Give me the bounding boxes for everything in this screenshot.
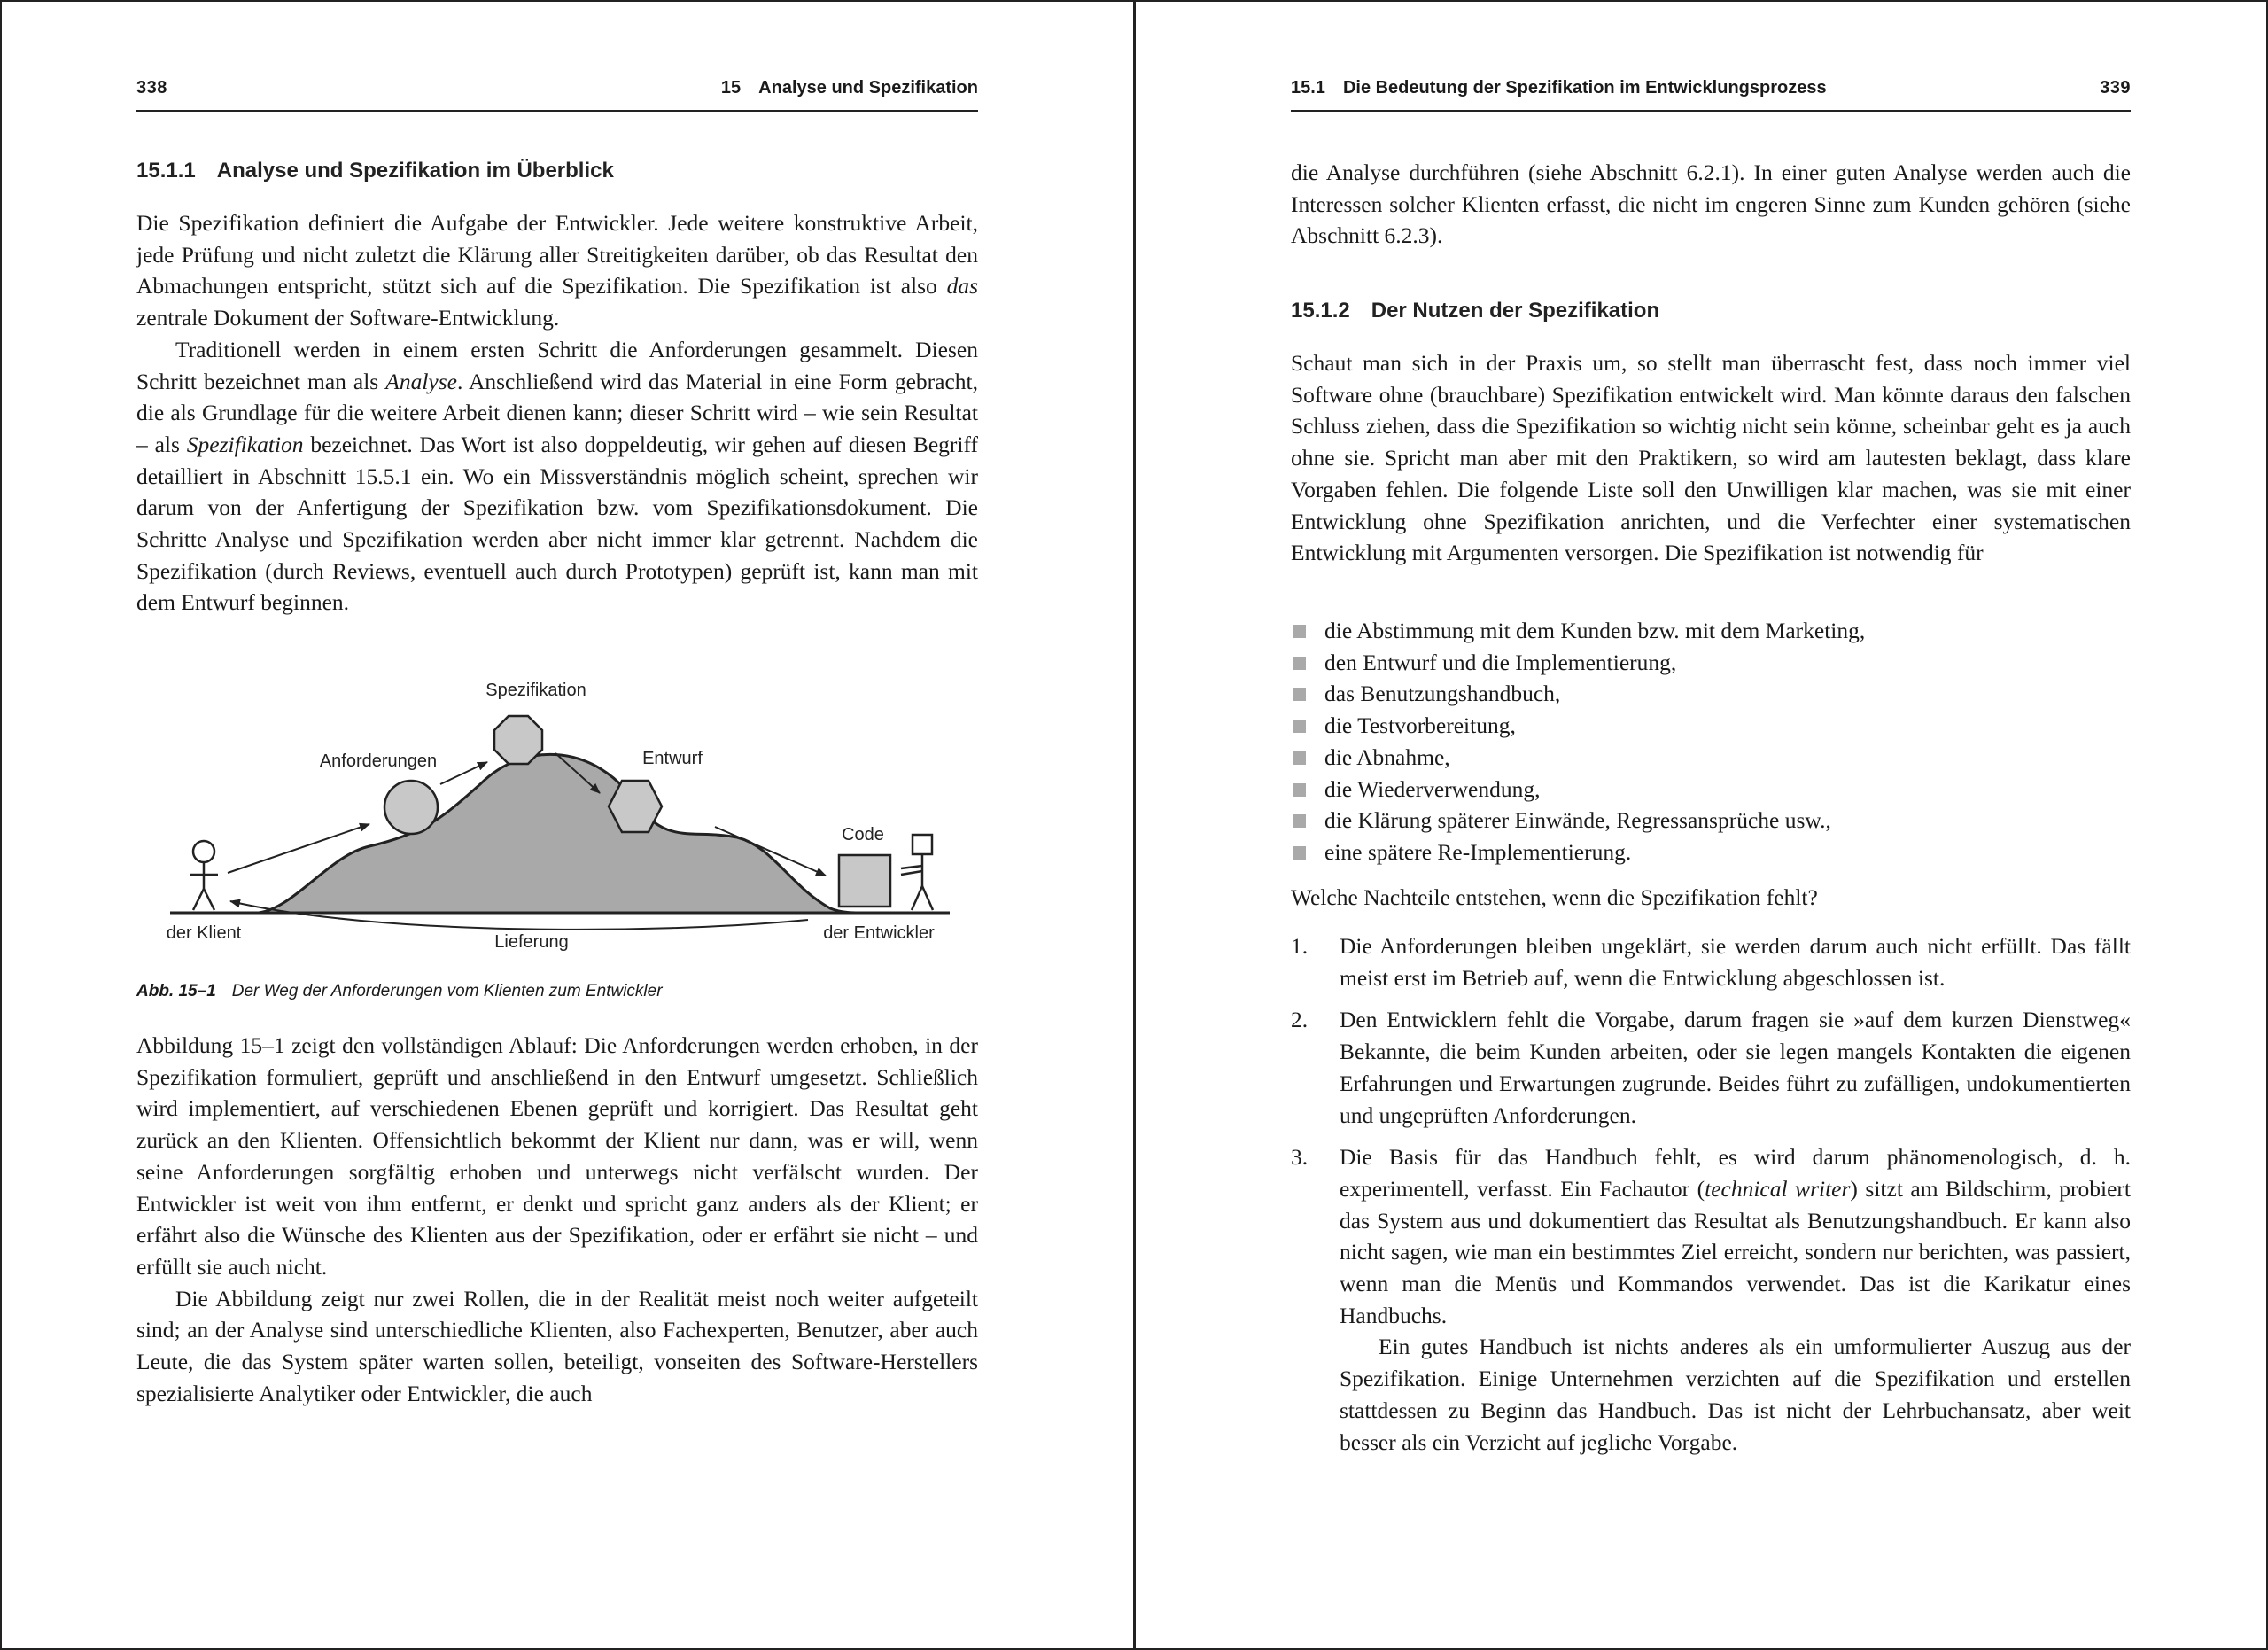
- hill-shape: [259, 754, 866, 913]
- list-item: die Abstimmung mit dem Kunden bzw. mit dem Marketing,: [1291, 615, 2131, 647]
- section-heading: [136, 158, 978, 184]
- developer-stick-figure: [901, 835, 933, 910]
- label-code: Code: [842, 825, 884, 844]
- bullet-list: [1291, 615, 2131, 868]
- bullet-square-icon: [1293, 846, 1306, 860]
- bullet-square-icon: [1293, 720, 1306, 733]
- running-header: [136, 78, 978, 112]
- item-number: 1.: [1291, 933, 1309, 959]
- label-klient: der Klient: [166, 923, 242, 943]
- caption-label: Abb. 15–1: [136, 982, 216, 1000]
- bullet-square-icon: [1293, 783, 1306, 797]
- body-text-top: [136, 207, 978, 619]
- section-title: Analyse und Spezifikation im Überblick: [216, 159, 614, 183]
- paragraph: Schaut man sich in der Praxis um, so stellt man überrascht fest, dass noch immer viel Software ohne (brauchbare) Spezifikation entwickelt wird. Man könnte daraus den falschen Schluss ziehen, dass die Spezifikation so wichtig nicht sein könne, scheinbar geht es ja auch ohne sie. Spricht man aber mit den Praktikern, so wird am lautesten beklagt, dass klare Vorgaben fehlen. Die folgende Liste soll den Unwilligen klar machen, was sie mit einer Entwicklung ohne Spezifikation anrichten, und die Verfechter einer systematischen Entwicklung mit Argumenten versorgen. Die Spezifikation ist notwendig für: [1291, 350, 2131, 566]
- requirements-circle: [384, 781, 438, 834]
- left-page: [2, 0, 1133, 1650]
- header-section-title: Die Bedeutung der Spezifikation im Entwicklungsprozess: [1342, 78, 1827, 97]
- bullet-square-icon: [1293, 688, 1306, 701]
- section-number: 15.1.2: [1291, 299, 1350, 323]
- right-page: [1136, 0, 2266, 1650]
- chapter-title-text: Analyse und Spezifikation: [758, 78, 978, 97]
- paragraph: Welche Nachteile entstehen, wenn die Spezifikation fehlt?: [1291, 884, 1818, 910]
- paragraph: Abbildung 15–1 zeigt den vollständigen Ablauf: Die Anforderungen werden erhoben, in der Spezifikation formuliert, geprüft und anschließend in den Entwurf umgesetzt. Schließlich wird implementiert, auf verschiedenen Ebenen geprüft und korrigiert. Das Resultat geht zurück an den Klienten. Offensichtlich bekommt der Klient nur dann, was er will, wenn seine Anforderungen sorgfältig erhoben und unterwegs nicht verfälscht wurden. Der Entwickler ist weit von ihm entfernt, er denkt und spricht ganz anders als der Klient; er erfährt also die Wünsche des Klienten aus der Spezifikation, oder er erfährt sie nicht – und erfüllt sie auch nicht.: [136, 1032, 978, 1280]
- header-section-number: 15.1: [1291, 78, 1325, 97]
- bullet-square-icon: [1293, 657, 1306, 670]
- item-number: 2.: [1291, 1007, 1309, 1033]
- question-text: [1291, 882, 2131, 914]
- numbered-list: [1291, 930, 2131, 1468]
- section-title: Der Nutzen der Spezifikation: [1371, 299, 1660, 323]
- bullet-square-icon: [1293, 625, 1306, 638]
- bullet-square-icon: [1293, 751, 1306, 765]
- list-item: das Benutzungshandbuch,: [1291, 678, 2131, 710]
- section-heading: [1291, 298, 2131, 324]
- figure-caption: [136, 980, 978, 1003]
- page-number: 339: [2100, 78, 2131, 97]
- list-item: den Entwurf und die Implementierung,: [1291, 647, 2131, 679]
- section-heading-block: [1291, 298, 2131, 324]
- section-number: 15.1.1: [136, 159, 196, 183]
- specification-octagon: [494, 716, 542, 764]
- code-square: [839, 855, 890, 907]
- label-lieferung: Lieferung: [494, 932, 569, 952]
- bullet-square-icon: [1293, 814, 1306, 828]
- paragraph: die Analyse durchführen (siehe Abschnitt 6.2.1). In einer guten Analyse werden auch die Interessen solcher Klienten erfasst, die nicht im engeren Sinne zum Kunden gehören (siehe Abschnitt 6.2.3).: [1291, 160, 2131, 249]
- body-text-top: [1291, 157, 2131, 252]
- section-header-title: [1291, 78, 1827, 98]
- numbered-item: 1. Die Anforderungen bleiben ungeklärt, sie werden darum auch nicht erfüllt. Das fällt meist erst im Betrieb auf, wenn die Entwicklung abgeschlossen ist.: [1291, 930, 2131, 993]
- arrow-requirements-to-specification: [440, 762, 487, 784]
- item-number: 3.: [1291, 1144, 1309, 1171]
- chapter-number: 15: [720, 78, 742, 97]
- label-entwurf: Entwurf: [642, 749, 703, 768]
- page-number: 338: [136, 78, 167, 97]
- section-heading-block: [136, 158, 978, 184]
- list-item: die Wiederverwendung,: [1291, 774, 2131, 806]
- label-spezifikation: Spezifikation: [485, 681, 586, 700]
- running-header: [1291, 78, 2131, 112]
- list-item: die Abnahme,: [1291, 742, 2131, 774]
- chapter-title: [721, 78, 978, 98]
- label-entwickler: der Entwickler: [823, 923, 935, 943]
- body-text-main: [1291, 347, 2131, 569]
- numbered-item: 2. Den Entwicklern fehlt die Vorgabe, darum fragen sie »auf dem kurzen Dienstweg« Bekannte, die beim Kunden arbeiten, oder sie legen mangels Kontakten die eigenen Erfahrungen und Erwartungen zugrunde. Beides führt zu zufälligen, undokumentierten und ungeprüften Anforderungen.: [1291, 1004, 2131, 1131]
- requirements-flow-figure: [152, 669, 967, 961]
- paragraph: Traditionell werden in einem ersten Schritt die Anforderungen gesammelt. Diesen Schritt bezeichnet man als Analyse. Anschließend wird das Material in eine Form gebracht, die als Grundlage für die weitere Arbeit dienen kann; dieser Schritt wird – wie sein Resultat – als Spezifikation bezeichnet. Das Wort ist also doppeldeutig, wir gehen auf diesen Begriff detailliert in Abschnitt 15.5.1 ein. Wo ein Missverständnis möglich scheint, sprechen wir darum von der Anfertigung der Spezifikation bzw. vom Spezifikationsdokument. Die Schritte Analyse und Spezifikation werden aber nicht immer klar getrennt. Nachdem die Spezifikation (durch Reviews, eventuell auch durch Prototypen) geprüft ist, kann man mit dem Entwurf beginnen.: [136, 336, 978, 616]
- list-item: eine spätere Re-Implementierung.: [1291, 837, 2131, 868]
- client-stick-figure: [190, 841, 218, 910]
- paragraph: Die Abbildung zeigt nur zwei Rollen, die in der Realität meist noch weiter aufgeteilt sind; an der Analyse sind unterschiedliche Klienten, also Fachexperten, Benutzer, aber auch Leute, die das System später warten sollen, beteiligt, vonseiten des Software-Herstellers spezialisierte Analytiker oder Entwickler, die auch: [136, 1285, 978, 1406]
- body-text-bottom: [136, 1030, 978, 1409]
- paragraph: Die Spezifikation definiert die Aufgabe der Entwickler. Jede weitere konstruktive Arbeit, jede Prüfung und nicht zuletzt die Klärung aller Streitigkeiten darüber, ob das Resultat den Abmachungen entspricht, stützt sich auf die Spezifikation. Die Spezifikation ist also das zentrale Dokument der Software-Entwicklung.: [136, 210, 978, 331]
- label-anforderungen: Anforderungen: [319, 751, 438, 771]
- numbered-item: 3. Die Basis für das Handbuch fehlt, es wird darum phänomenologisch, d. h. experimentell, verfasst. Ein Fachautor (technical writer) sitzt am Bildschirm, probiert das System aus und dokumentiert das Resultat als Benutzungshandbuch. Er kann also nicht sagen, wie man ein bestimmtes Ziel erreicht, sondern nur berichten, was passiert, wenn man die Menüs und Kommandos verwendet. Das ist die Karikatur eines Handbuchs. Ein gutes Handbuch ist nichts anderes als ein umformulierter Auszug aus der Spezifikation. Einige Unternehmen verzichten auf die Spezifikation und erstellen stattdessen zu Beginn das Handbuch. Das ist nicht der Lehrbuchansatz, aber weit besser als ein Verzicht auf jegliche Vorgabe.: [1291, 1141, 2131, 1458]
- list-item: die Klärung späterer Einwände, Regressansprüche usw.,: [1291, 805, 2131, 837]
- caption-text: Der Weg der Anforderungen vom Klienten zum Entwickler: [231, 982, 663, 1000]
- list-item: die Testvorbereitung,: [1291, 710, 2131, 742]
